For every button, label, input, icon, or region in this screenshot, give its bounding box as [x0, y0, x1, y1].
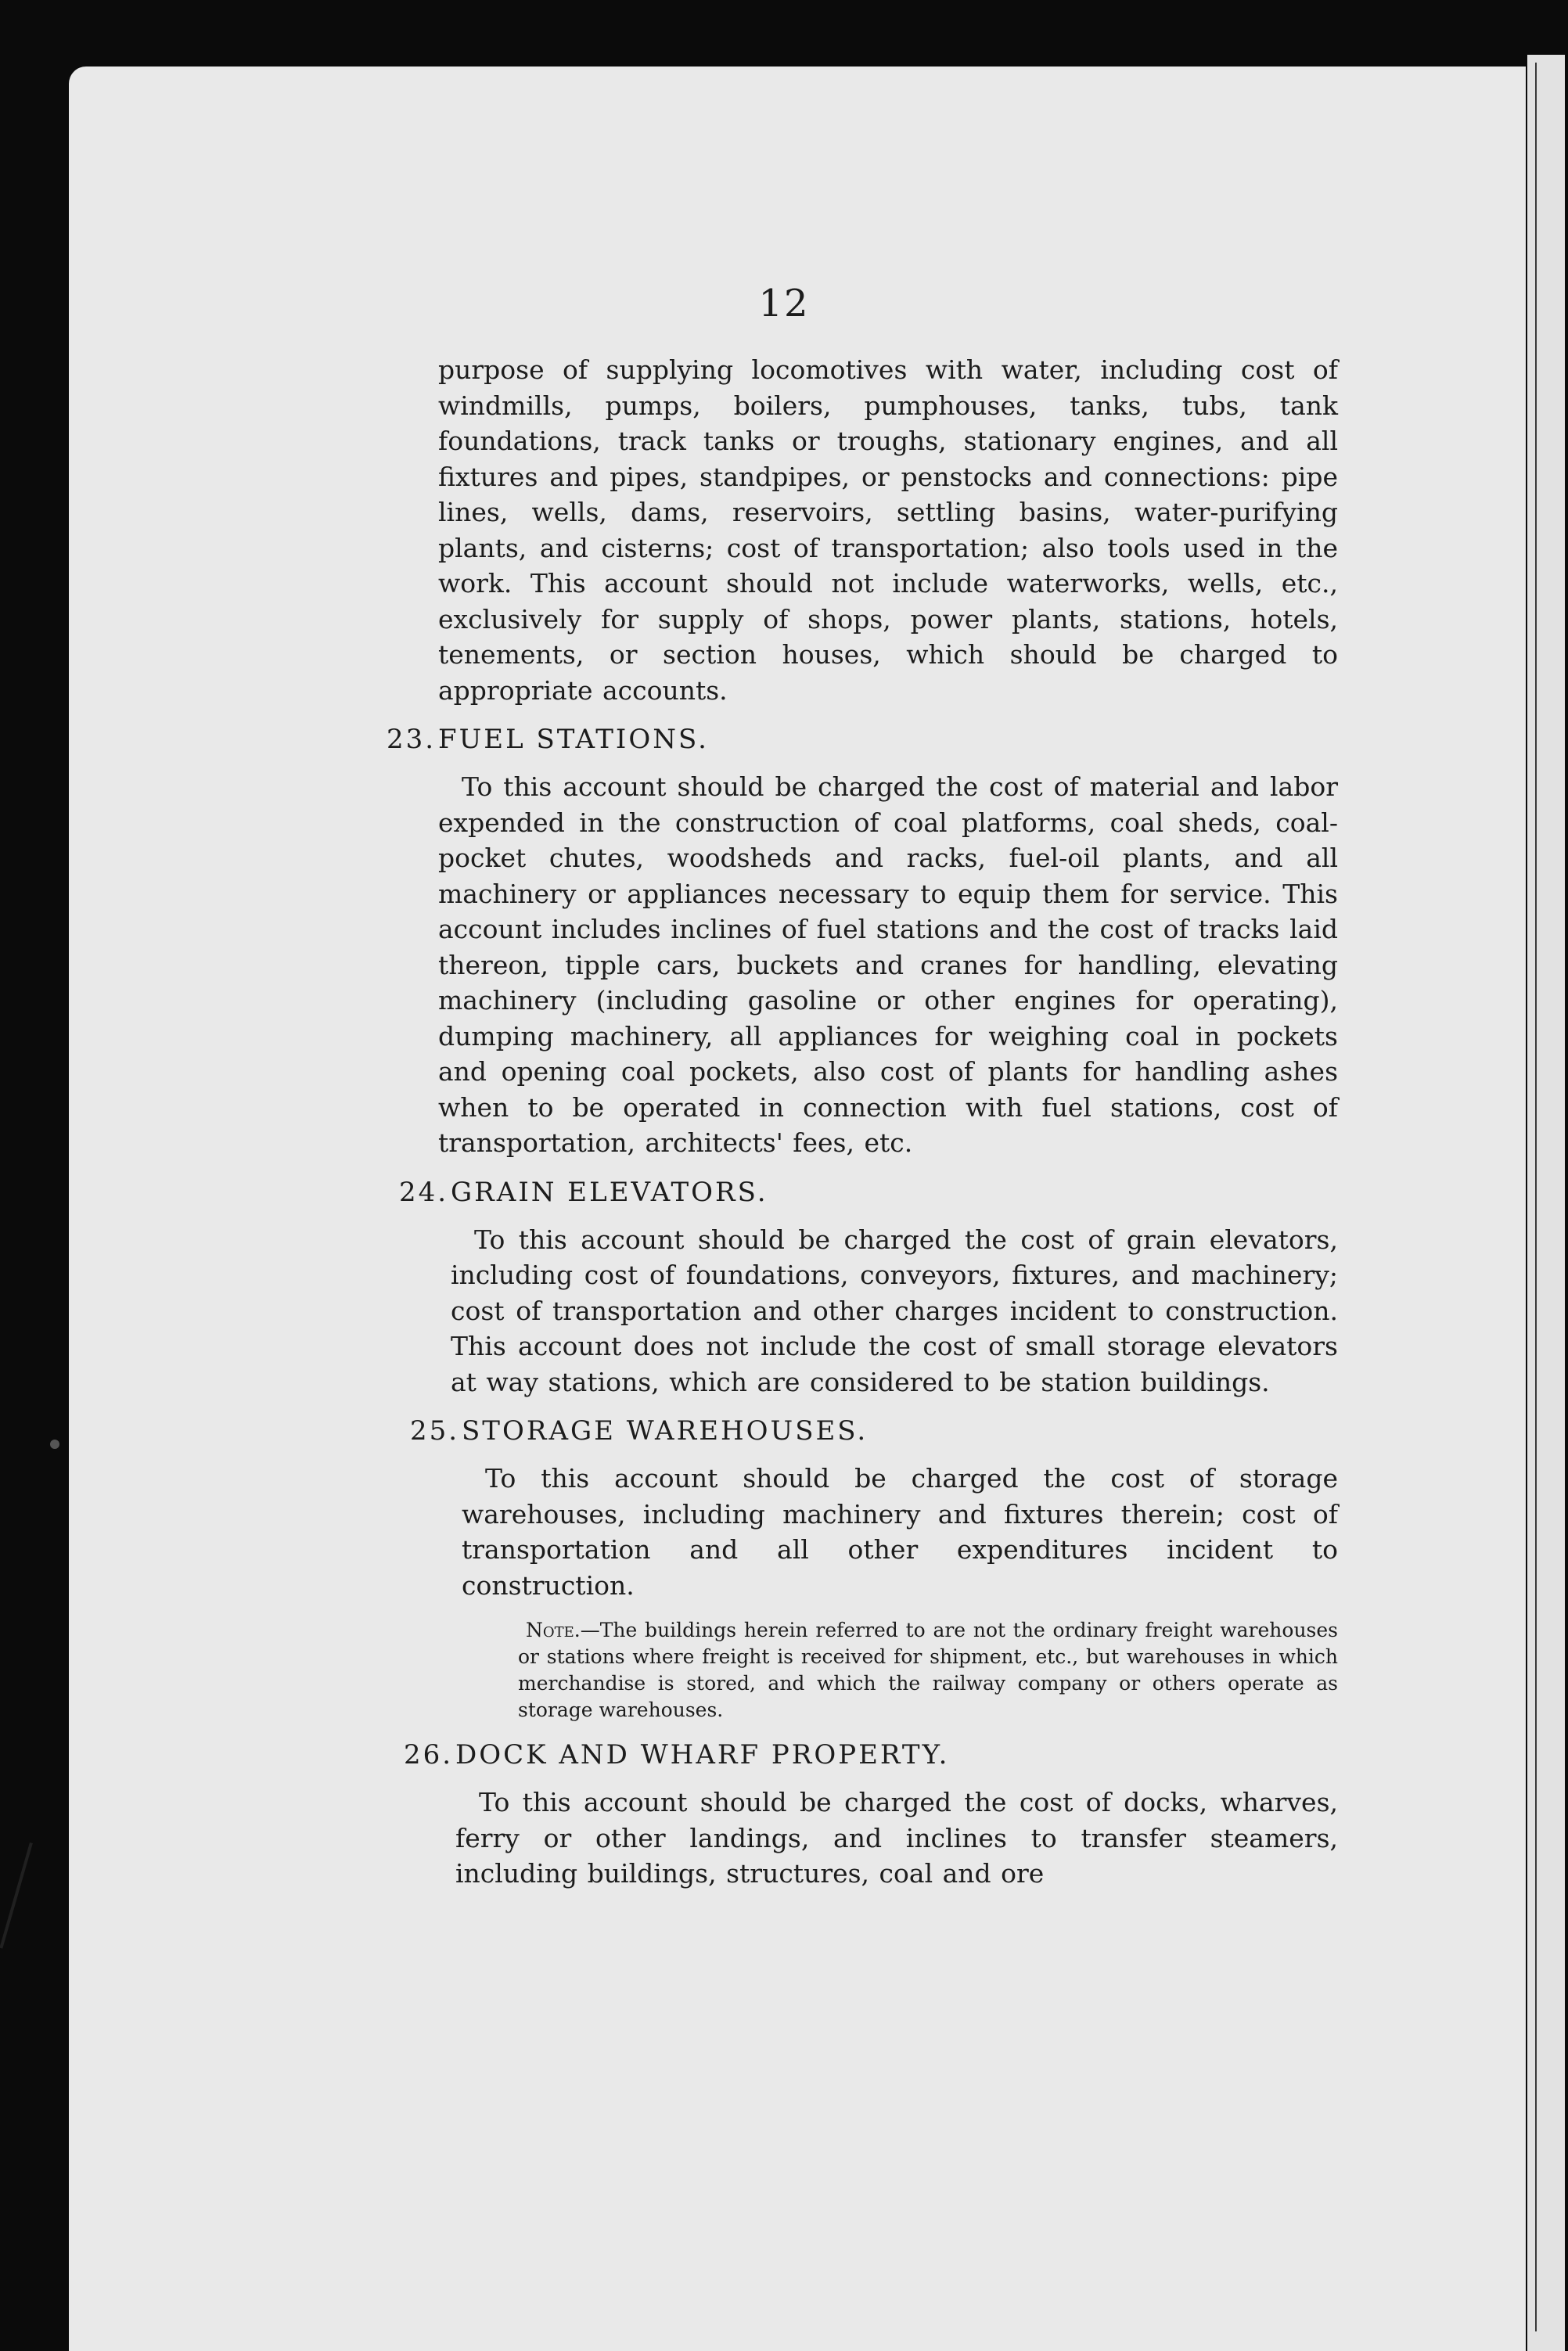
section-number: 25.	[410, 1415, 460, 1447]
section-heading	[399, 1175, 1338, 1210]
section-grain-elevators	[399, 1175, 1338, 1400]
section-title: FUEL STATIONS.	[438, 724, 709, 755]
note-label: Note.	[526, 1619, 581, 1641]
adjacent-page-edge	[1527, 55, 1565, 2351]
section-heading	[410, 1414, 1338, 1448]
section-dock-and-wharf-property	[404, 1738, 1338, 1892]
section-text: To this account should be charged the cost of material and labor expended in the construction of coal platforms, coal sheds, coal-pocket chutes, woodsheds and racks, fuel-oil plants, and all machinery or appliances necessary to equip them for service. This account includes inclines of fuel stations and the cost of tracks laid thereon, tipple cars, buckets and cranes for handling, elevating machinery (including gasoline or other engines for operating), dumping machinery, all appliances for weighing coal in pockets and opening coal pockets, also cost of plants for handling ashes when to be operated in connection with fuel stations, cost of transportation, architects' fees, etc.	[438, 771, 1338, 1158]
section-storage-warehouses	[410, 1414, 1338, 1724]
section-text: To this account should be charged the cost of grain elevators, including cost of foundations, conveyors, fixtures, and machinery; cost of transportation and other charges incident to construction. This account does not include the cost of small storage elevators at way stations, which are considered to be station buildings.	[451, 1224, 1338, 1397]
section-text: To this account should be charged the cost of docks, wharves, ferry or other landings, and inclines to transfer steamers, including buildings, structures, coal and ore	[455, 1787, 1338, 1889]
margin-pencil-mark	[0, 1842, 33, 1949]
section-title: STORAGE WAREHOUSES.	[462, 1415, 869, 1447]
section-heading	[404, 1738, 1338, 1772]
section-title: GRAIN ELEVATORS.	[451, 1176, 768, 1208]
section-title: DOCK AND WHARF PROPERTY.	[455, 1739, 950, 1770]
section-number: 23.	[387, 724, 437, 755]
intro-paragraph: purpose of supplying locomotives with water, including cost of windmills, pumps, boilers, pumphouses, tanks, tubs, tank foundations, track tanks or troughs, stationary engines, and all fixtures and pipes, standpipes, or penstocks and connections: pipe lines, wells, dams, reservoirs, settling basins, water-purifying plants, and cisterns; cost of transportation; also tools used in the work. This account should not include waterworks, wells, etc., exclusively for supply of shops, power plants, stations, hotels, tenements, or section houses, which should be charged to appropriate accounts.	[438, 354, 1338, 706]
section-number: 24.	[399, 1176, 449, 1208]
section-heading	[387, 722, 1338, 757]
margin-speck	[50, 1440, 59, 1449]
section-number: 26.	[404, 1739, 454, 1770]
page-number: 12	[758, 282, 810, 325]
section-note	[518, 1617, 1338, 1724]
section-fuel-stations	[387, 722, 1338, 1161]
page-binding-line	[1535, 63, 1537, 2331]
note-text: —The buildings herein referred to are not the ordinary freight warehouses or stations where freight is received for shipment, etc., but warehouses in which merchandise is stored, and which the railway company or others operate as storage warehouses.	[518, 1619, 1338, 1721]
section-text: To this account should be charged the cost of storage warehouses, including machinery and fixtures therein; cost of transportation and all other expenditures incident to construction.	[462, 1463, 1338, 1601]
page-content	[387, 352, 1338, 1895]
